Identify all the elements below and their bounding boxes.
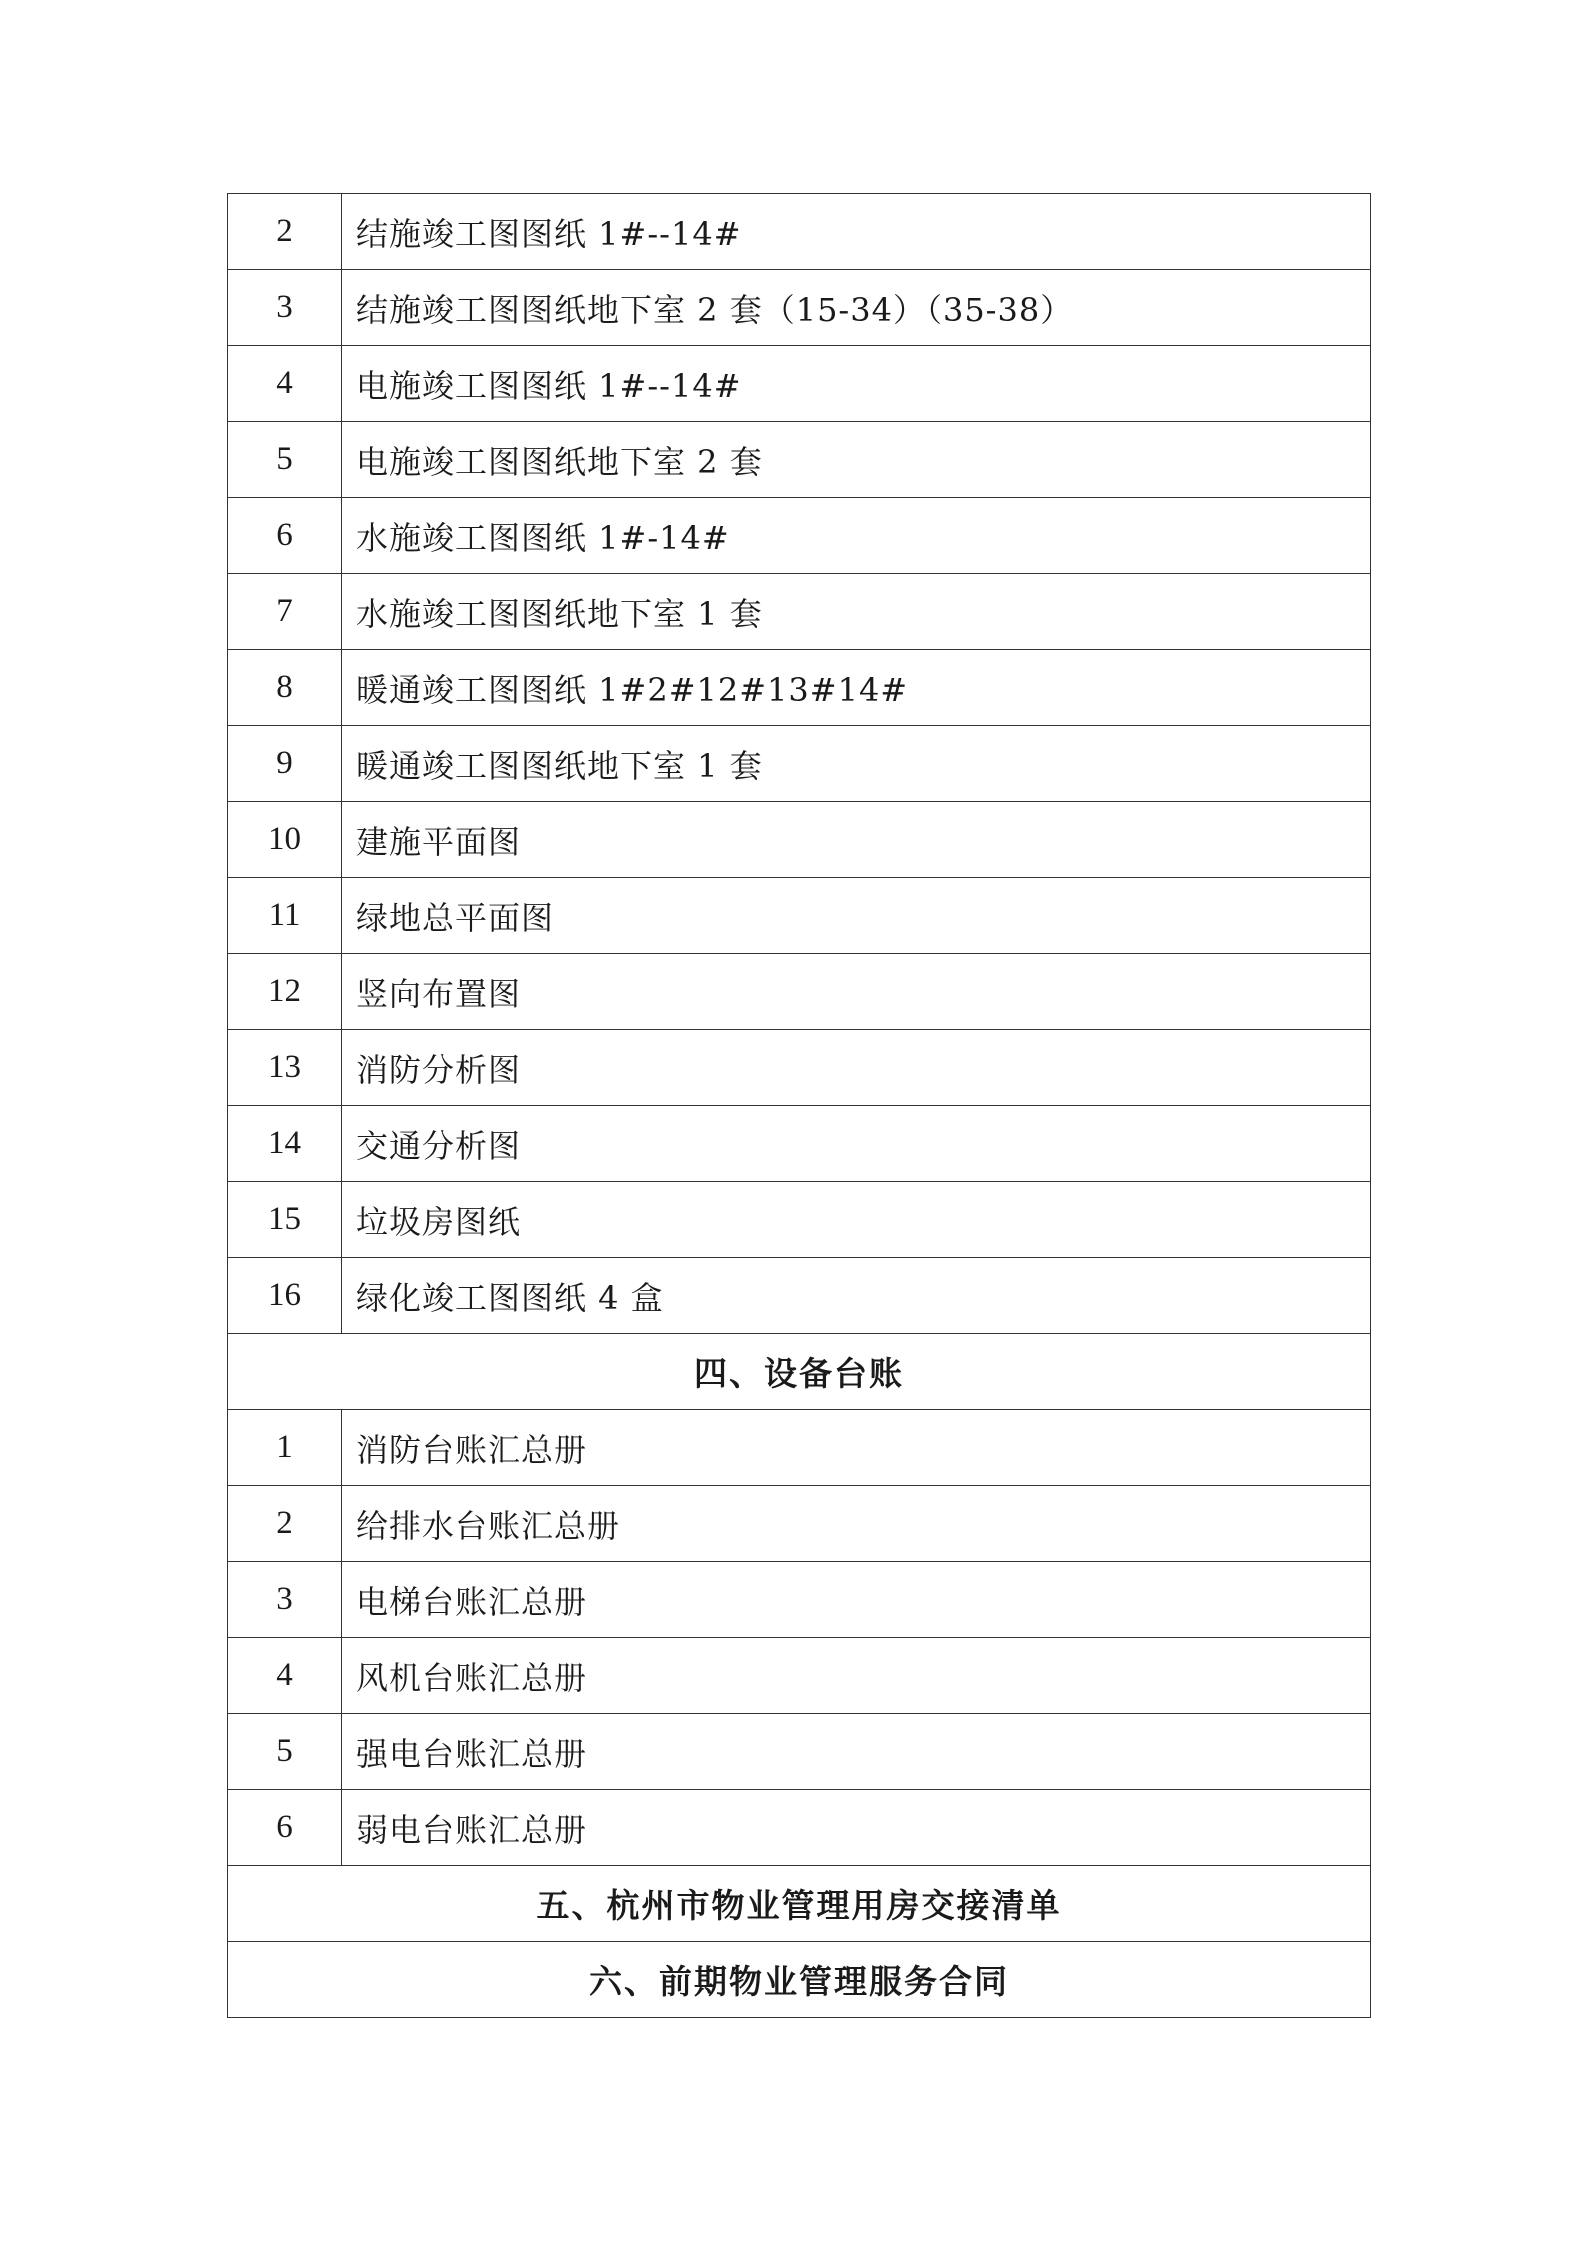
section-title: 四、设备台账 [228,1334,1371,1410]
table-row [228,194,1371,270]
table-row [228,1486,1371,1562]
table-row [228,422,1371,498]
row-item-name: 绿化竣工图图纸 4 盒 [342,1258,1371,1334]
row-item-name: 电梯台账汇总册 [342,1562,1371,1638]
table-row [228,954,1371,1030]
row-item-name: 风机台账汇总册 [342,1638,1371,1714]
row-item-name: 结施竣工图图纸地下室 2 套（15-34）（35-38） [342,270,1371,346]
row-number: 2 [228,1486,342,1562]
row-number: 12 [228,954,342,1030]
section-header-row [228,1334,1371,1410]
table-row [228,1638,1371,1714]
table-row [228,1182,1371,1258]
row-number: 2 [228,194,342,270]
table-row [228,1106,1371,1182]
section-header-row [228,1942,1371,2018]
row-number: 3 [228,1562,342,1638]
row-number: 9 [228,726,342,802]
row-number: 4 [228,346,342,422]
row-item-name: 结施竣工图图纸 1#--14# [342,194,1371,270]
table-row [228,498,1371,574]
row-number: 8 [228,650,342,726]
row-number: 7 [228,574,342,650]
row-item-name: 电施竣工图图纸 1#--14# [342,346,1371,422]
row-item-name: 交通分析图 [342,1106,1371,1182]
table-row [228,270,1371,346]
row-item-name: 垃圾房图纸 [342,1182,1371,1258]
row-number: 5 [228,1714,342,1790]
row-number: 1 [228,1410,342,1486]
row-item-name: 强电台账汇总册 [342,1714,1371,1790]
section-header-row [228,1866,1371,1942]
section-title: 六、前期物业管理服务合同 [228,1942,1371,2018]
row-number: 15 [228,1182,342,1258]
table-row [228,1714,1371,1790]
table-row [228,1410,1371,1486]
table-row [228,1790,1371,1866]
row-number: 11 [228,878,342,954]
row-item-name: 消防台账汇总册 [342,1410,1371,1486]
table-row [228,878,1371,954]
handover-list-table [227,193,1371,2018]
table-row [228,726,1371,802]
table-row [228,574,1371,650]
table-row [228,650,1371,726]
table-row [228,346,1371,422]
row-number: 5 [228,422,342,498]
row-item-name: 绿地总平面图 [342,878,1371,954]
row-number: 13 [228,1030,342,1106]
row-item-name: 水施竣工图图纸 1#-14# [342,498,1371,574]
row-number: 10 [228,802,342,878]
section-title: 五、杭州市物业管理用房交接清单 [228,1866,1371,1942]
row-item-name: 暖通竣工图图纸 1#2#12#13#14# [342,650,1371,726]
row-item-name: 弱电台账汇总册 [342,1790,1371,1866]
row-item-name: 消防分析图 [342,1030,1371,1106]
row-number: 3 [228,270,342,346]
row-number: 6 [228,498,342,574]
row-item-name: 电施竣工图图纸地下室 2 套 [342,422,1371,498]
row-number: 4 [228,1638,342,1714]
row-number: 16 [228,1258,342,1334]
row-item-name: 水施竣工图图纸地下室 1 套 [342,574,1371,650]
table-row [228,1030,1371,1106]
row-number: 6 [228,1790,342,1866]
row-item-name: 暖通竣工图图纸地下室 1 套 [342,726,1371,802]
table-row [228,802,1371,878]
row-item-name: 建施平面图 [342,802,1371,878]
row-number: 14 [228,1106,342,1182]
row-item-name: 给排水台账汇总册 [342,1486,1371,1562]
table-body [228,194,1371,2018]
table-row [228,1258,1371,1334]
table-row [228,1562,1371,1638]
row-item-name: 竖向布置图 [342,954,1371,1030]
